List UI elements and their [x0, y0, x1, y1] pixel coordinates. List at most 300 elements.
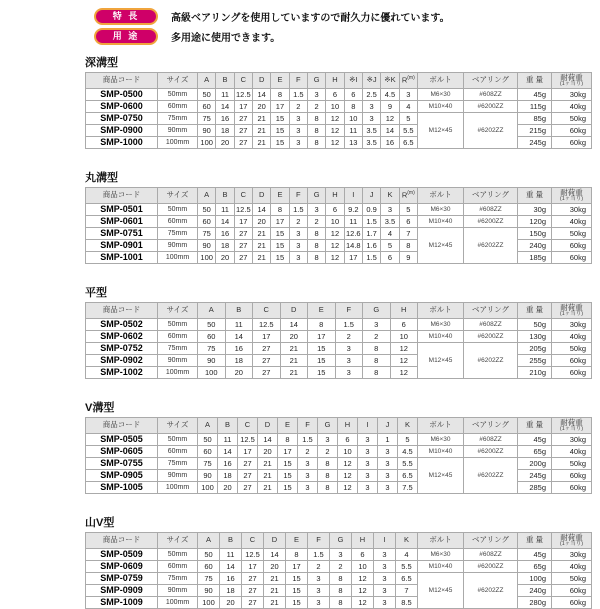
load-cell: 50kg [552, 228, 592, 240]
dim-cell: 8 [399, 240, 417, 252]
dim-cell: 11 [216, 89, 234, 101]
dim-cell: 2 [308, 561, 330, 573]
dim-cell: 50 [198, 204, 216, 216]
section-deep-groove [85, 54, 594, 149]
column-header: I [374, 533, 396, 549]
dim-cell: 14.8 [345, 241, 361, 250]
dim-cell: 75 [198, 228, 216, 240]
column-header: D [252, 73, 270, 89]
dim-cell: 90 [198, 240, 216, 252]
column-header: H [390, 303, 418, 319]
column-header: G [318, 418, 338, 434]
dim-cell: 11 [218, 434, 238, 446]
dim-cell: 2 [289, 101, 307, 113]
product-code: SMP-0900 [86, 125, 158, 137]
section-title: V溝型 [85, 402, 115, 414]
dim-cell: 12 [338, 458, 358, 470]
column-header: $R^{(m)}$ [399, 73, 417, 89]
load-cell: 30kg [552, 434, 592, 446]
load-cell: 50kg [552, 343, 592, 355]
weight-cell: 120g [518, 216, 552, 228]
dim-cell: 1.5 [289, 204, 307, 216]
dim-cell: 14 [264, 549, 286, 561]
product-code: SMP-0755 [86, 458, 158, 470]
dim-cell: 8 [330, 573, 352, 585]
load-cell: 60kg [552, 240, 592, 252]
dim-cell: 6 [326, 89, 344, 101]
weight-cell: 45g [518, 549, 552, 561]
weight-cell: 130g [518, 331, 552, 343]
dim-cell: 14 [381, 125, 399, 137]
dim-cell: 14 [252, 204, 270, 216]
dim-cell: 16 [218, 458, 238, 470]
dim-cell: 4 [396, 549, 418, 561]
spec-table [85, 72, 592, 149]
weight-cell: 115g [518, 101, 552, 113]
product-code: SMP-0901 [86, 240, 158, 252]
dim-cell: 14 [216, 101, 234, 113]
dim-cell: 12.6 [345, 229, 361, 238]
spec-table [85, 417, 592, 494]
dim-cell: 20 [225, 367, 253, 379]
dim-cell: 6.5 [399, 137, 417, 149]
dim-cell: 3 [399, 89, 417, 101]
uses-text: 多用途に使用できます。 [171, 32, 281, 44]
dim-cell: 3 [298, 482, 318, 494]
dim-cell: 20 [216, 137, 234, 149]
product-code: SMP-1005 [86, 482, 158, 494]
dim-cell: 27 [238, 470, 258, 482]
dim-cell: 27 [238, 458, 258, 470]
size-cell: 90mm [158, 125, 198, 137]
dim-cell: 18 [216, 125, 234, 137]
dim-cell: 3 [358, 482, 378, 494]
weight-cell: 255g [518, 355, 552, 367]
column-header: D [258, 418, 278, 434]
column-header: ボルト [418, 73, 464, 89]
column-header: サイズ [158, 73, 198, 89]
load-cell: 60kg [552, 470, 592, 482]
dim-cell: 1.5 [362, 252, 380, 264]
table-row [86, 434, 592, 446]
dim-cell: 4 [399, 101, 417, 113]
dim-cell: 27 [242, 585, 264, 597]
dim-cell: 27 [238, 482, 258, 494]
bolt-cell: M10×40 [418, 561, 464, 573]
column-header: C [234, 188, 252, 204]
size-cell: 75mm [158, 113, 198, 125]
product-code: SMP-0609 [86, 561, 158, 573]
bolt-cell: M12×45 [418, 113, 464, 149]
dim-cell: 14 [280, 319, 308, 331]
dim-cell: 12.5 [253, 319, 281, 331]
weight-cell: 50g [518, 319, 552, 331]
section-round-groove [85, 169, 594, 264]
column-header: C [253, 303, 281, 319]
dim-cell: 17 [278, 446, 298, 458]
size-cell: 50mm [158, 434, 198, 446]
dim-cell: 10 [326, 216, 344, 228]
dim-cell: 8 [278, 434, 298, 446]
column-header: E [308, 303, 336, 319]
dim-cell: 3 [362, 101, 380, 113]
dim-cell: 1.5 [298, 434, 318, 446]
dim-cell: 15 [271, 113, 289, 125]
dim-cell: 8.5 [396, 597, 418, 609]
dim-cell: 15 [271, 125, 289, 137]
column-header: ベアリング [464, 533, 518, 549]
load-cell: 30kg [552, 204, 592, 216]
dim-cell: 3 [374, 597, 396, 609]
bolt-cell: M10×40 [418, 446, 464, 458]
dim-cell: 60 [198, 101, 216, 113]
load-cell: 30kg [552, 89, 592, 101]
bearing-cell: #608ZZ [464, 549, 518, 561]
dim-cell: 12 [352, 597, 374, 609]
dim-cell: 17 [234, 101, 252, 113]
dim-cell: 3 [289, 137, 307, 149]
size-cell: 90mm [158, 355, 198, 367]
dim-cell: 3 [358, 446, 378, 458]
product-code: SMP-0509 [86, 549, 158, 561]
dim-cell: 15 [271, 240, 289, 252]
dim-cell: 14 [258, 434, 278, 446]
dim-cell: 3 [374, 585, 396, 597]
column-header: G [363, 303, 391, 319]
load-cell: 60kg [552, 355, 592, 367]
load-cell: 30kg [552, 549, 592, 561]
dim-cell: 100 [198, 597, 220, 609]
dim-cell: 14 [220, 561, 242, 573]
weight-cell: 30g [518, 204, 552, 216]
dim-cell: 3 [378, 470, 398, 482]
column-header: I [358, 418, 378, 434]
dim-cell: 12 [338, 482, 358, 494]
column-header: E [271, 73, 289, 89]
dim-cell: 27 [253, 367, 281, 379]
dim-cell: 21 [280, 343, 308, 355]
dim-cell: 90 [198, 355, 226, 367]
dim-cell: 12 [390, 367, 418, 379]
dim-cell: 8 [344, 101, 362, 113]
load-cell: 50kg [552, 458, 592, 470]
product-code: SMP-0759 [86, 573, 158, 585]
dim-cell: 2 [335, 331, 363, 343]
dim-cell: 11 [344, 125, 362, 137]
dim-cell: 2 [330, 561, 352, 573]
column-header: ベアリング [464, 188, 518, 204]
dim-cell: 17 [308, 331, 336, 343]
table-row [86, 458, 592, 470]
size-cell: 50mm [158, 204, 198, 216]
dim-cell: 7 [399, 228, 417, 240]
column-header: 耐荷重 (1ヶ当り) [552, 73, 592, 89]
bolt-cell: M12×45 [418, 228, 464, 264]
section-title: 平型 [85, 287, 107, 299]
weight-cell: 205g [518, 343, 552, 355]
product-code: SMP-1009 [86, 597, 158, 609]
dim-cell: 12 [326, 228, 344, 240]
dim-cell: 18 [225, 355, 253, 367]
dim-cell: 7 [396, 585, 418, 597]
dim-cell: 100 [198, 482, 218, 494]
dim-cell: 2 [307, 216, 325, 228]
dim-cell: 3 [307, 204, 325, 216]
section-flat [85, 284, 594, 379]
dim-cell: 15 [278, 470, 298, 482]
bolt-cell: M10×40 [418, 101, 464, 113]
dim-cell: 14 [218, 446, 238, 458]
dim-cell: 11 [216, 204, 234, 216]
dim-cell: 8 [307, 113, 325, 125]
dim-cell: 20 [216, 252, 234, 264]
column-header: 重 量 [518, 303, 552, 319]
dim-cell: 50 [198, 434, 218, 446]
dim-cell: 1.5 [289, 89, 307, 101]
dim-cell: 0.9 [362, 204, 380, 216]
size-cell: 60mm [158, 561, 198, 573]
dim-cell: 20 [264, 561, 286, 573]
column-header: A [198, 188, 216, 204]
dim-cell: 3 [358, 434, 378, 446]
dim-cell: 12.5 [238, 434, 258, 446]
dim-cell: 21 [252, 125, 270, 137]
size-cell: 60mm [158, 101, 198, 113]
dim-cell: 17 [242, 561, 264, 573]
load-cell: 60kg [552, 585, 592, 597]
load-cell: 60kg [552, 482, 592, 494]
column-header: ベアリング [464, 73, 518, 89]
size-cell: 90mm [158, 240, 198, 252]
dim-cell: 11 [225, 319, 253, 331]
size-cell: 50mm [158, 89, 198, 101]
features-text: 高級ベアリングを使用していますので耐久力に優れています。 [171, 12, 450, 24]
product-code: SMP-0505 [86, 434, 158, 446]
dim-cell: 9.2 [344, 204, 362, 216]
bearing-cell: #608ZZ [464, 204, 518, 216]
dim-cell: 8 [318, 482, 338, 494]
column-header: J [378, 418, 398, 434]
dim-cell: 3 [381, 204, 399, 216]
dim-cell: 3 [289, 228, 307, 240]
bolt-cell: M12×45 [418, 458, 464, 494]
bearing-cell: #6200ZZ [464, 446, 518, 458]
dim-cell: 3 [289, 125, 307, 137]
dim-cell: 60 [198, 446, 218, 458]
dim-cell: 8 [363, 355, 391, 367]
bearing-cell: #608ZZ [464, 434, 518, 446]
column-header: サイズ [158, 303, 198, 319]
dim-cell: 12.5 [242, 549, 264, 561]
weight-cell: 245g [518, 137, 552, 149]
dim-cell: 15 [308, 367, 336, 379]
dim-cell: 8 [286, 549, 308, 561]
dim-cell: 12 [381, 113, 399, 125]
dim-cell: 6.5 [396, 573, 418, 585]
size-cell: 60mm [158, 331, 198, 343]
features-badge: 特 長 [94, 8, 158, 25]
dim-cell: 50 [198, 549, 220, 561]
column-header: ボルト [418, 188, 464, 204]
dim-cell: 6 [381, 252, 399, 264]
dim-cell: 12 [326, 137, 344, 149]
column-header: B [216, 188, 234, 204]
column-header: D [252, 188, 270, 204]
dim-cell: 8 [307, 125, 325, 137]
dim-cell: 90 [198, 470, 218, 482]
dim-cell: 17 [271, 101, 289, 113]
dim-cell: 27 [234, 125, 252, 137]
column-header: D [280, 303, 308, 319]
dim-cell: 17 [238, 446, 258, 458]
column-header: A [198, 533, 220, 549]
table-row [86, 319, 592, 331]
dim-cell: 15 [286, 585, 308, 597]
dim-cell: 90 [198, 585, 220, 597]
dim-cell: 2 [298, 446, 318, 458]
dim-cell: 27 [253, 343, 281, 355]
dim-cell: 12 [390, 343, 418, 355]
column-header: A [198, 418, 218, 434]
dim-cell: 20 [218, 482, 238, 494]
column-header: G [307, 188, 325, 204]
dim-cell: 3 [363, 319, 391, 331]
spec-table [85, 187, 592, 264]
dim-cell: 3 [362, 113, 380, 125]
product-code: SMP-0501 [86, 204, 158, 216]
dim-cell: 10 [338, 446, 358, 458]
dim-cell: 11 [344, 216, 362, 228]
dim-cell: 12 [326, 113, 344, 125]
dim-cell: 20 [258, 446, 278, 458]
bolt-cell: M10×40 [418, 331, 464, 343]
dim-cell: 3 [308, 573, 330, 585]
table-row [86, 228, 592, 240]
dim-cell: 17 [286, 561, 308, 573]
dim-cell: 1.5 [335, 319, 363, 331]
load-cell: 60kg [552, 137, 592, 149]
dim-cell: 12 [352, 585, 374, 597]
dim-cell: 16 [216, 228, 234, 240]
size-cell: 90mm [158, 585, 198, 597]
dim-cell: 8 [271, 204, 289, 216]
bolt-cell: M6×30 [418, 89, 464, 101]
features-row [94, 7, 594, 25]
dim-cell: 8 [308, 319, 336, 331]
size-cell: 100mm [158, 367, 198, 379]
dim-cell: 21 [264, 573, 286, 585]
column-header: K [381, 188, 399, 204]
dim-cell: 4.5 [381, 89, 399, 101]
column-header: F [335, 303, 363, 319]
load-cell: 40kg [552, 101, 592, 113]
table-row [86, 573, 592, 585]
dim-cell: 17 [234, 216, 252, 228]
dim-cell: 3 [298, 470, 318, 482]
bearing-cell: #6202ZZ [464, 573, 518, 609]
column-header: ※K [381, 73, 399, 89]
load-cell: 60kg [552, 597, 592, 609]
dim-cell: 8 [271, 89, 289, 101]
section-title: 山V型 [85, 517, 115, 529]
table-row [86, 89, 592, 101]
size-cell: 100mm [158, 252, 198, 264]
load-cell: 40kg [552, 216, 592, 228]
column-header: $R^{(m)}$ [399, 188, 417, 204]
column-header: ※J [362, 73, 380, 89]
dim-cell: 4 [381, 228, 399, 240]
size-cell: 100mm [158, 137, 198, 149]
dim-cell: 10 [390, 331, 418, 343]
weight-cell: 280g [518, 597, 552, 609]
dim-cell: 3 [308, 597, 330, 609]
dim-cell: 2.5 [362, 89, 380, 101]
dim-cell: 8 [363, 343, 391, 355]
column-header: A [198, 303, 226, 319]
bearing-cell: #608ZZ [464, 319, 518, 331]
column-header: 商品コード [86, 303, 158, 319]
column-header: 商品コード [86, 73, 158, 89]
dim-cell: 16 [220, 573, 242, 585]
column-header: E [286, 533, 308, 549]
dim-cell: 14 [225, 331, 253, 343]
dim-cell: 3 [289, 113, 307, 125]
dim-cell: 20 [220, 597, 242, 609]
dim-cell: 12.5 [236, 205, 251, 214]
uses-badge: 用 途 [94, 28, 158, 45]
dim-cell: 27 [242, 573, 264, 585]
weight-cell: 240g [518, 585, 552, 597]
dim-cell: 8 [330, 585, 352, 597]
dim-cell: 3 [289, 240, 307, 252]
column-header: F [289, 188, 307, 204]
table-row [86, 331, 592, 343]
bolt-cell: M6×30 [418, 319, 464, 331]
dim-cell: 10 [326, 101, 344, 113]
product-code: SMP-0909 [86, 585, 158, 597]
load-cell: 60kg [552, 252, 592, 264]
dim-cell: 12 [390, 355, 418, 367]
column-header: ボルト [418, 303, 464, 319]
dim-cell: 15 [286, 573, 308, 585]
weight-cell: 215g [518, 125, 552, 137]
column-header: F [289, 73, 307, 89]
bolt-cell: M6×30 [418, 549, 464, 561]
dim-cell: 8 [363, 367, 391, 379]
dim-cell: 8 [307, 240, 325, 252]
weight-cell: 285g [518, 482, 552, 494]
dim-cell: 15 [271, 252, 289, 264]
dim-cell: 7.5 [398, 482, 418, 494]
section-v-groove [85, 399, 594, 494]
bearing-cell: #6200ZZ [464, 561, 518, 573]
dim-cell: 8 [307, 228, 325, 240]
dim-cell: 21 [258, 470, 278, 482]
column-header: D [264, 533, 286, 549]
dim-cell: 10 [344, 113, 362, 125]
section-title: 深溝型 [85, 57, 118, 69]
dim-cell: 2 [318, 446, 338, 458]
product-code: SMP-0500 [86, 89, 158, 101]
column-header: 商品コード [86, 418, 158, 434]
dim-cell: 6.5 [398, 470, 418, 482]
column-header: J [362, 188, 380, 204]
table-row [86, 343, 592, 355]
column-header: B [220, 533, 242, 549]
dim-cell: 60 [198, 331, 226, 343]
column-header: A [198, 73, 216, 89]
product-code: SMP-1002 [86, 367, 158, 379]
